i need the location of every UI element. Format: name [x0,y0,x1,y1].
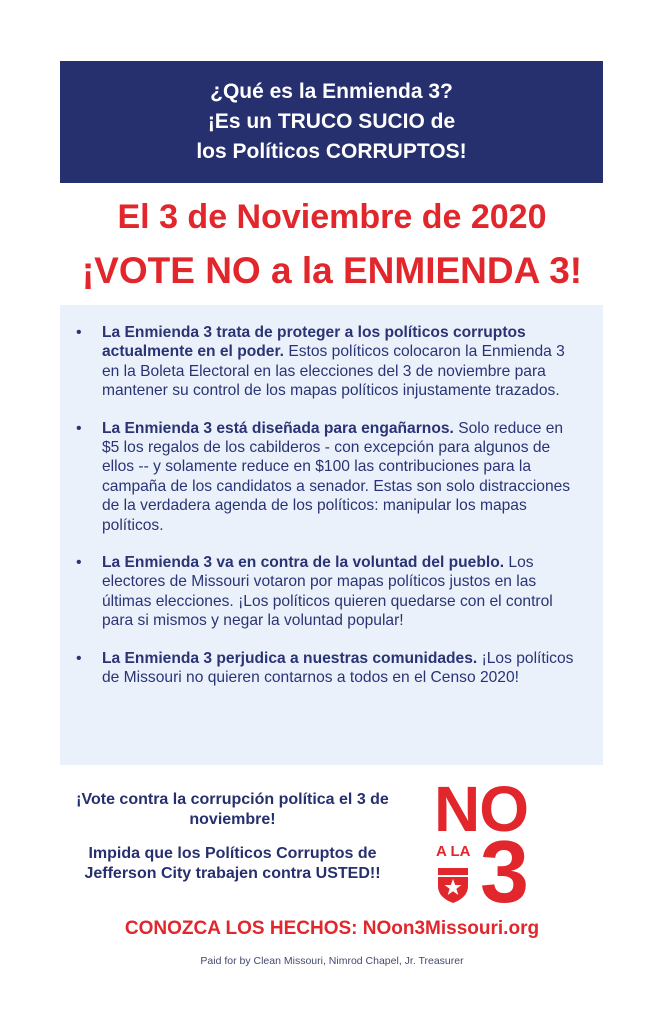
paid-for-disclaimer: Paid for by Clean Missouri, Nimrod Chapel, Jr. Treasurer [200,955,464,967]
vote-against-corruption-callout: ¡Vote contra la corrupción política el 3 de noviembre! [76,791,389,828]
shield-star-icon [436,866,470,904]
point-lead: La Enmienda 3 está diseñada para engañarnos. [102,419,454,437]
list-item [70,323,581,401]
header-line-2: ¡Es un TRUCO SUCIO de [207,110,456,133]
bullet-icon: • [76,554,82,572]
logo-three-text: 3 [480,822,529,921]
list-item [70,419,581,535]
know-the-facts-link[interactable]: CONOZCA LOS HECHOS: NOon3Missouri.org [124,918,540,939]
logo-a-la-text: A LA [436,843,471,860]
vote-no-headline: ¡VOTE NO a la ENMIENDA 3! [81,250,583,291]
point-lead: La Enmienda 3 va en contra de la voluntad del pueblo. [102,554,505,572]
list-item [70,553,581,631]
list-item [70,649,581,688]
bullet-icon: • [76,419,82,437]
point-lead: La Enmienda 3 trata de proteger a los políticos corruptos actualmente en el poder. [102,324,526,361]
no-on-3-logo [426,773,566,921]
bullet-icon: • [76,649,82,667]
logo-no-text: NO [434,773,528,845]
header-line-3: los Políticos CORRUPTOS! [196,140,467,163]
point-body: Estos políticos colocaron la Enmienda 3 en la Boleta Electoral en las elecciones del 3 de noviembre para mantener su control de los mapas políticos injustamente trazados. [102,343,565,400]
point-lead: La Enmienda 3 perjudica a nuestras comunidades. [102,649,478,667]
key-points-panel [60,305,603,765]
key-points-list [70,323,581,688]
point-body: Los electores de Missouri votaron por mapas políticos justos en las últimas elecciones. ¡Los políticos quieren quedarse con el control para si mismos y negar la voluntad popular! [102,554,553,630]
bullet-icon: • [76,324,82,341]
header-line-1: ¿Qué es la Enmienda 3? [210,80,453,103]
election-date-headline: El 3 de Noviembre de 2020 [117,198,547,236]
header-banner [60,61,603,183]
point-body: Solo reduce en $5 los regalos de los cabilderos - con excepción para algunos de ellos -- y solamente reduce en $100 las contribuciones para la campaña de los candidatos a senador. Estas son solo distracciones de la verdadera agenda de los políticos: manipular los mapas políticos. [102,419,571,534]
point-body: ¡Los políticos de Missouri no quieren contarnos a todos en el Censo 2020! [102,649,574,687]
stop-corrupt-politicians-callout: Impida que los Políticos Corruptos de Jefferson City trabajen contra USTED!! [84,845,381,882]
